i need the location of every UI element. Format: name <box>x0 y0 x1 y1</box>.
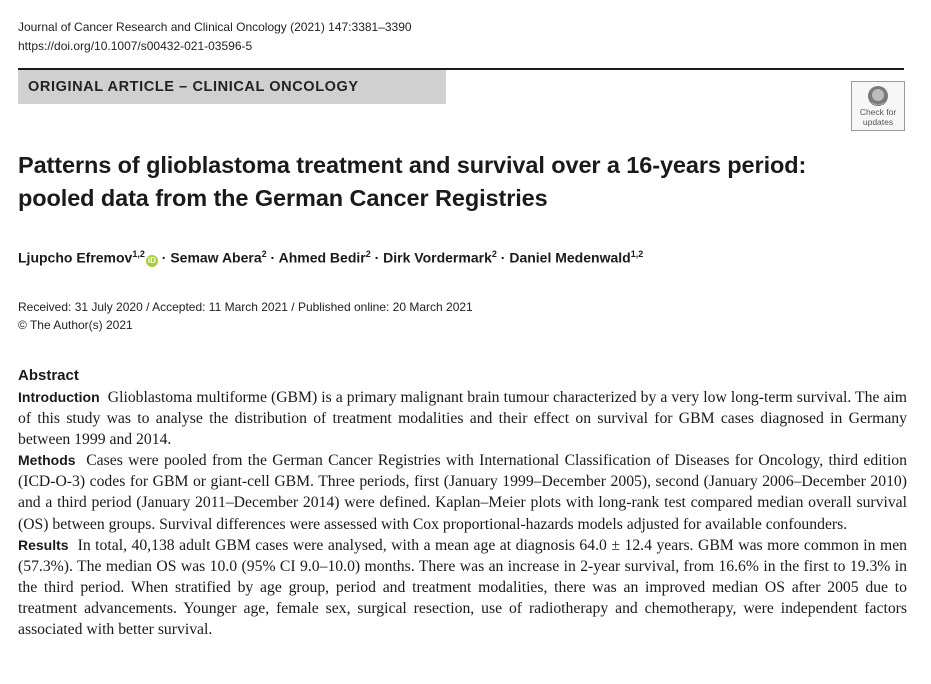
check-for-updates-button[interactable] <box>851 81 905 131</box>
abstract-body <box>18 387 907 640</box>
author-separator: · <box>266 249 279 266</box>
article-type-banner: ORIGINAL ARTICLE – CLINICAL ONCOLOGY <box>18 70 446 104</box>
author-name[interactable]: Daniel Medenwald <box>509 249 631 266</box>
article-title: Patterns of glioblastoma treatment and survival over a 16-years period: pooled data from the German Cancer Registries <box>18 152 807 211</box>
author-list <box>18 244 643 268</box>
abstract-heading: Abstract <box>18 367 79 384</box>
journal-header <box>18 18 412 56</box>
author-affiliation: 1,2 <box>630 249 644 259</box>
author-affiliation: 2 <box>261 249 267 259</box>
author-separator: · <box>370 249 384 266</box>
section-label: Introduction <box>18 389 100 405</box>
section-text: In total, 40,138 adult GBM cases were analysed, with a mean age at diagnosis 64.0 ± 12.4 years. GBM was more common in men (57.3%). The median OS was 10.0 (95% CI 9.0–10.0) months. There was an increase in 2-year survival, from 16.6% in the first to 19.3% in the third period. When stratified by age group, period and treatment modalities, there was an improved median OS after 2005 due to treatment advancements. Younger age, female sex, surgical resection, use of radiotherapy and chemotherapy, were independent factors associated with better survival. <box>18 536 908 639</box>
section-text: Cases were pooled from the German Cancer Registries with International Classification of Diseases for Oncology, third edition (ICD-O-3) codes for GBM or giant-cell GBM. Three periods, first (January 1999–December 2005), second (January 2006–December 2010) and a third period (January 2011–December 2014) were defined. Kaplan–Meier plots with long-rank test compared median overall survival (OS) between groups. Survival differences were assessed with Cox proportional-hazards models adjusted for available confounders. <box>18 452 907 533</box>
author-name[interactable]: Dirk Vordermark <box>383 249 492 266</box>
journal-citation: Journal of Cancer Research and Clinical Oncology (2021) 147:3381–3390 <box>18 20 412 34</box>
section-text: Glioblastoma multiforme (GBM) is a primary malignant brain tumour characterized by a very low long-term survival. The aim of this study was to analyse the distribution of treatment modalities and their effect on survival for GBM cases diagnosed in Germany between 1999 and 2014. <box>18 389 908 449</box>
author-separator: · <box>157 249 171 266</box>
section-label: Methods <box>18 452 76 469</box>
author-name[interactable]: Semaw Abera <box>170 249 262 266</box>
author-affiliation: 1,2 <box>132 249 145 259</box>
check-for-updates-line2: updates <box>862 117 894 127</box>
author-name[interactable]: Ljupcho Efremov <box>18 249 133 266</box>
author-affiliation: 2 <box>491 249 497 259</box>
author-affiliation: 2 <box>365 249 371 259</box>
section-label: Results <box>18 536 69 553</box>
author-name[interactable]: Ahmed Bedir <box>278 249 366 266</box>
abstract-section-results <box>18 535 907 640</box>
abstract-section-methods <box>18 450 907 534</box>
publication-dates <box>18 298 473 334</box>
check-for-updates-line1: Check for <box>859 107 897 117</box>
doi-link[interactable]: https://doi.org/10.1007/s00432-021-03596-5 <box>18 39 253 53</box>
orcid-icon[interactable]: iD <box>147 255 156 265</box>
check-for-updates-icon <box>867 85 889 107</box>
copyright-notice: © The Author(s) 2021 <box>18 318 133 332</box>
author-separator: · <box>496 249 510 266</box>
history-dates: Received: 31 July 2020 / Accepted: 11 March 2021 / Published online: 20 March 2021 <box>18 300 473 314</box>
abstract-section-introduction <box>18 387 907 450</box>
